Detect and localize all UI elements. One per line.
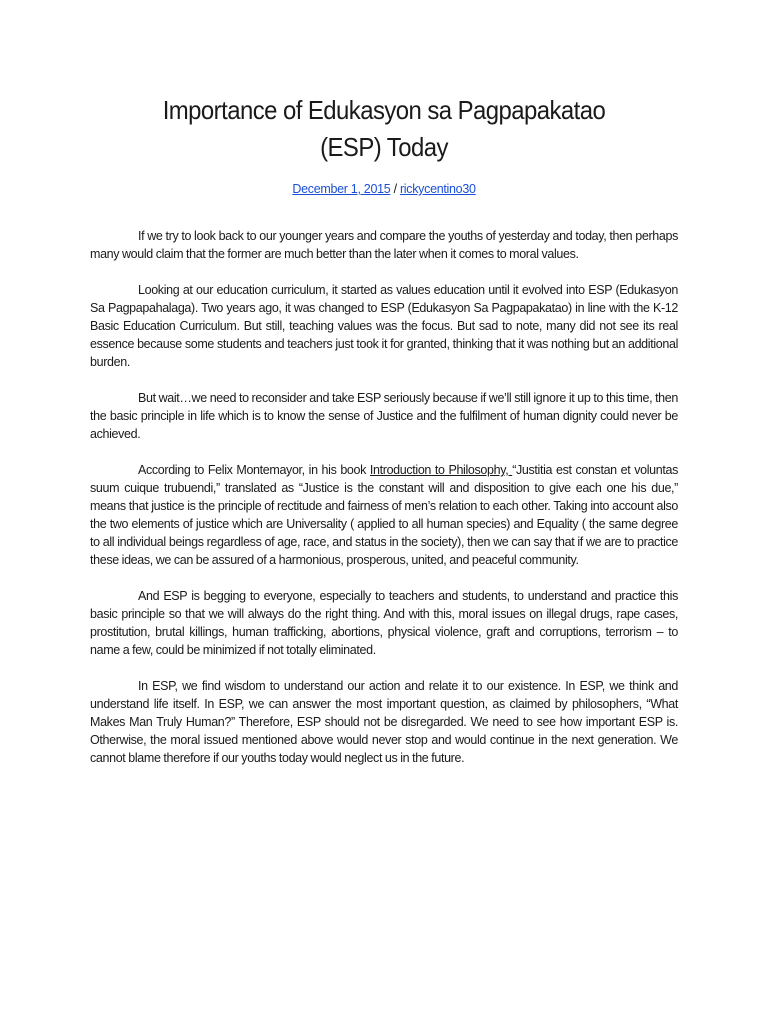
document-page bbox=[90, 92, 678, 785]
paragraph-4-intro: According to Felix Montemayor, in his book bbox=[138, 463, 370, 477]
paragraph-3: But wait…we need to reconsider and take ESP seriously because if we’ll still ignore it up to this time, then the basic principle in life which is to know the sense of Justice and the fulfilment of human dignity could never be achieved. bbox=[90, 391, 678, 441]
byline bbox=[90, 181, 678, 197]
book-title: Introduction to Philosophy, bbox=[369, 463, 513, 477]
title-line-1: Importance of Edukasyon sa Pagpapakatao bbox=[162, 95, 606, 125]
title-line-2: (ESP) Today bbox=[320, 132, 448, 162]
paragraph-4 bbox=[90, 461, 678, 569]
paragraph-1: If we try to look back to our younger years and compare the youths of yesterday and today, then perhaps many would claim that the former are much better than the later when it comes to moral values. bbox=[90, 229, 678, 261]
author-link[interactable]: rickycentino30 bbox=[399, 182, 476, 196]
paragraph-6: In ESP, we find wisdom to understand our action and relate it to our existence. In ESP, we think and understand life itself. In ESP, we can answer the most important question, as claimed by philosophers, “What Makes Man Truly Human?” Therefore, ESP should not be disregarded. We need to see how important ESP is. Otherwise, the moral issued mentioned above would never stop and would continue in the next generation. We cannot blame therefore if our youths today would neglect us in the future. bbox=[90, 679, 678, 765]
byline-separator: / bbox=[390, 182, 400, 196]
paragraph-5: And ESP is begging to everyone, especially to teachers and students, to understand and practice this basic principle so that we will always do the right thing. And with this, moral issues on illegal drugs, rape cases, prostitution, brutal killings, human trafficking, abortions, physical violence, graft and corruptions, terrorism – to name a few, could be minimized if not totally eliminated. bbox=[90, 589, 678, 657]
article-title bbox=[114, 92, 655, 166]
date-link[interactable]: December 1, 2015 bbox=[292, 182, 391, 196]
article-body bbox=[90, 227, 678, 767]
paragraph-2: Looking at our education curriculum, it started as values education until it evolved into ESP (Edukasyon Sa Pagpapahalaga). Two years ago, it was changed to ESP (Edukasyon Sa Pagpapakatao) in line with the K-12 Basic Education Curriculum. But still, teaching values was the focus. But sad to note, many did not see its real essence because some students and teachers just took it for granted, thinking that it was nothing but an additional burden. bbox=[90, 283, 678, 369]
paragraph-4-body: “Justitia est constan et voluntas suum cuique trubuendi,” translated as “Justice is the constant will and disposition to give each one his due,” means that justice is the principle of rectitude and fairness of men’s relation to each other. Taking into account also the two elements of justice which are Universality ( applied to all human species) and Equality ( the same degree to all individual beings regardless of age, race, and status in the society), then we can say that if we are to practice these ideas, we can be assured of a harmonious, prosperous, united, and peaceful community. bbox=[90, 463, 678, 567]
